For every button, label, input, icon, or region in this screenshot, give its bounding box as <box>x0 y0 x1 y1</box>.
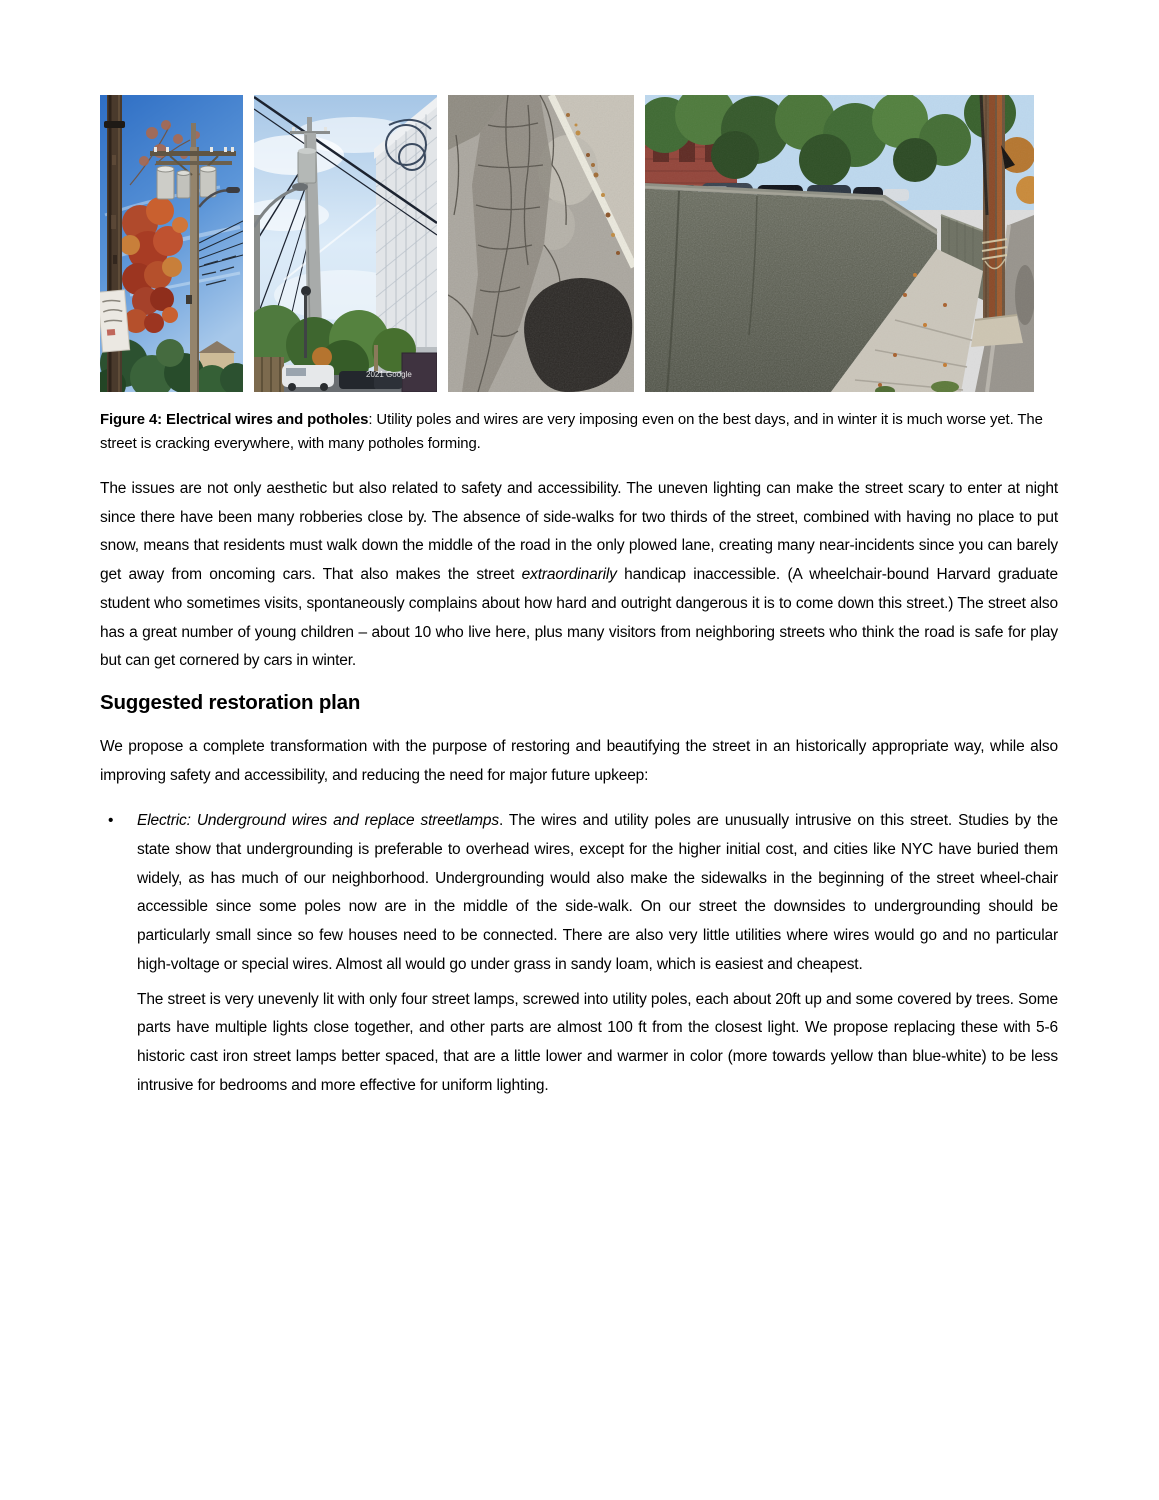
photo-streetview-art <box>254 95 437 392</box>
intro-paragraph <box>100 475 1058 676</box>
bullet-body-text: . The wires and utility poles are unusually intrusive on this street. Studies by the state show that undergrounding is preferable to overhead wires, except for the higher initial cost, and cities like NYC have buried them widely, as has much of our neighborhood. Undergrounding would also make the sidewalks in the beginning of the street wheel-chair accessible since some poles now are in the middle of the side-walk. On our street the downsides to undergrounding should be particularly small since so few houses need to be connected. There are also very little utilities where wires would go and no particular high-voltage or special wires. Almost all would go under grass in sandy loam, which is easiest and cheapest. <box>137 812 1058 973</box>
google-watermark: 2021 Google <box>366 370 412 379</box>
photo-asphalt-art <box>448 95 634 392</box>
figure-caption-label: Figure 4: Electrical wires and potholes <box>100 412 369 428</box>
figure-caption-text: : Utility poles and wires are very imposing even on the best days, and in winter it is much worse yet. The street is cracking everywhere, with many potholes forming. <box>100 412 1043 452</box>
photo-cracked-asphalt <box>448 95 634 392</box>
bullet-electric-paragraph <box>137 807 1058 979</box>
photo-retaining-wall-sidewalk <box>645 95 1034 392</box>
figure-4-photo-strip <box>100 95 1058 392</box>
photo-streetview-pole-building <box>254 95 437 392</box>
intro-part2: handicap inaccessible. (A wheelchair-bound Harvard graduate student who sometimes visits, spontaneously complains about how hard and outright dangerous it is to come down this street.) The street also has a great number of young children – about 10 who live here, plus many visitors from neighboring streets who think the road is safe for play but can get cornered by cars in winter. <box>100 566 1058 670</box>
photo-utility-pole-autumn <box>100 95 243 392</box>
pole-sign <box>100 290 130 352</box>
bullet-marker: • <box>108 812 114 830</box>
bullet-item-electric <box>100 807 1058 1100</box>
photo-wall-art <box>645 95 1034 392</box>
section-heading: Suggested restoration plan <box>100 690 361 714</box>
intro-italic-word: extraordinarily <box>521 566 617 584</box>
bullet-lead-italic: Electric: Underground wires and replace streetlamps <box>137 812 499 830</box>
bullet-streetlamps-paragraph: The street is very unevenly lit with only four street lamps, screwed into utility poles, each about 20ft up and some covered by trees. Some parts have multiple lights close together, and other parts are almost 100 ft from the closest light. We propose replacing these with 5-6 historic cast iron street lamps better spaced, that are a little lower and warmer in color (more towards yellow than blue-white) to be less intrusive for bedrooms and more effective for uniform lighting. <box>137 990 1058 1094</box>
plan-intro-paragraph: We propose a complete transformation with the purpose of restoring and beautifying the street in an historically appropriate way, while also improving safety and accessibility, and reducing the need for major future upkeep: <box>100 737 1058 784</box>
photo-utility-pole-autumn-art <box>100 95 243 392</box>
figure-caption <box>100 409 1058 456</box>
intro-part1: The issues are not only aesthetic but also related to safety and accessibility. The uneven lighting can make the street scary to enter at night since there have been many robberies close by. The absence of side-walks for two thirds of the street, combined with having no place to put snow, means that residents must walk down the middle of the road in the only plowed lane, creating many near-incidents since you can barely get away from oncoming cars. That also makes the street <box>100 480 1058 584</box>
